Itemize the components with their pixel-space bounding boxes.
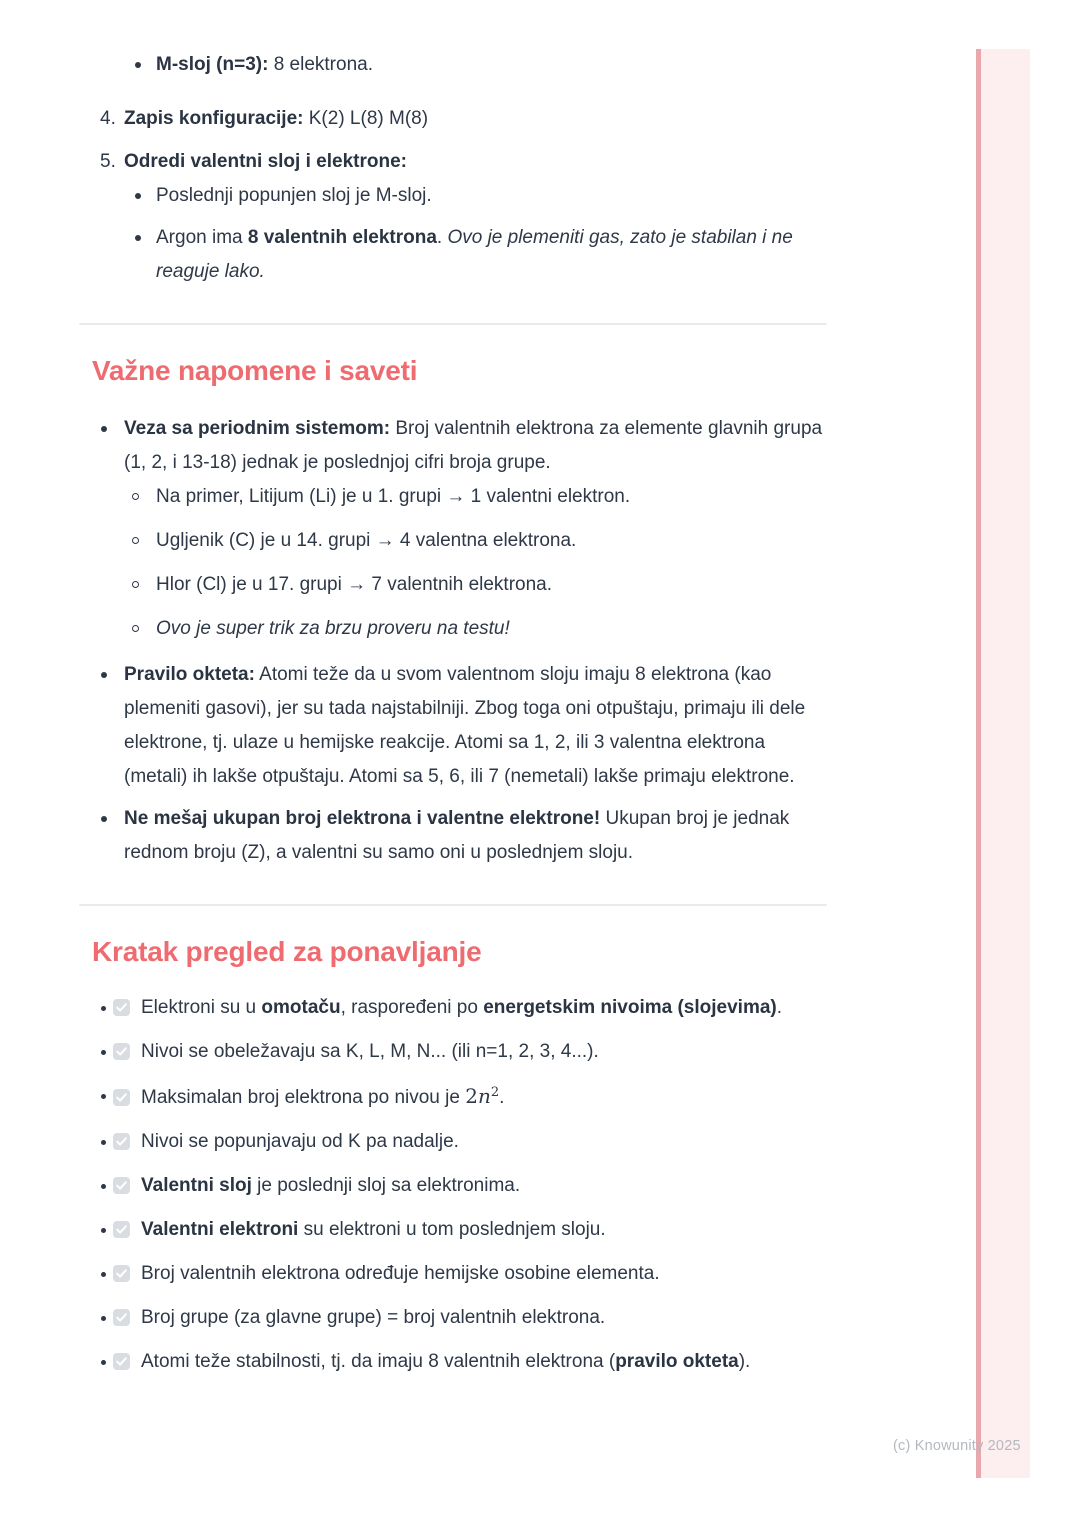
checklist-bold: Valentni elektroni [141,1219,299,1240]
note-warning [79,802,827,870]
circle-bullet-icon [132,537,139,544]
checklist-text: su elektroni u tom poslednjem sloju. [298,1219,606,1240]
review-checklist [79,991,827,1379]
example-text: Na primer, Litijum (Li) je u 1. grupi → 1 valentni elektron. [156,486,631,507]
checklist-item [79,1125,827,1159]
bullet-icon [135,62,141,68]
bullet-icon [135,193,141,199]
knowunity-watermark: (c) Knowunity 2025 [893,1438,1021,1454]
shell-list [79,48,827,82]
checklist-text: Broj grupe (za glavne grupe) = broj valentnih elektrona. [141,1307,606,1328]
math-coefficient: 2 [465,1084,478,1108]
step-4-text: K(2) L(8) M(8) [303,108,429,129]
note-label: Pravilo okteta: [124,664,255,685]
bullet-icon [101,1184,106,1189]
checklist-text: je poslednji sloj sa elektronima. [251,1175,521,1196]
checklist-item [79,1301,827,1335]
sub-item-text: . [436,227,448,248]
checklist-item [79,1079,827,1115]
checkbox-checked-icon [113,1221,130,1238]
sub-item-italic: Ovo je plemeniti gas, zato je stabilan i ne reaguje lako. [156,227,793,282]
example-item [124,480,827,514]
note-content [79,48,827,1389]
note-periodic-link [79,412,827,646]
example-item [124,568,827,602]
bullet-icon [101,426,107,432]
m-sloj-text: 8 elektrona. [268,54,373,75]
sub-item-bold: 8 valentnih elektrona [247,227,437,248]
checklist-bold: energetskim nivoima (slojevima) [483,997,777,1018]
checklist-item [79,991,827,1025]
math-variable: n [477,1084,491,1108]
bullet-icon [135,235,141,241]
checklist-item [79,1035,827,1069]
sub-item [124,179,827,213]
section-divider [79,904,827,906]
checklist-text: Maksimalan broj elektrona po nivou je [141,1087,466,1108]
examples-list [124,480,827,646]
checklist-text: . [499,1087,505,1108]
checklist-text: Broj valentnih elektrona određuje hemijske osobine elementa. [141,1263,660,1284]
checklist-bold: Valentni sloj [141,1175,252,1196]
checklist-item [79,1169,827,1203]
checkbox-checked-icon [113,1353,130,1370]
tip-text: Ovo je super trik za brzu proveru na testu! [156,618,510,639]
checklist-bold: omotaču [261,997,341,1018]
note-text: Ukupan broj je jednak rednom broju (Z), a valentni su samo oni u poslednjem sloju. [124,808,790,863]
step-4 [79,102,827,136]
example-item-tip [124,612,827,646]
checklist-bold: pravilo okteta [615,1351,739,1372]
m-sloj-label: M-sloj (n=3): [156,54,269,75]
bullet-icon [101,1316,106,1321]
bullet-icon [101,1360,106,1365]
bullet-icon [101,1272,106,1277]
checklist-text: Nivoi se popunjavaju od K pa nadalje. [141,1131,459,1152]
note-text: Atomi teže da u svom valentnom sloju imaju 8 elektrona (kao plemeniti gasovi), jer su tada najstabilniji. Zbog toga oni otpuštaju, primaju ili dele elektrone, tj. ulaze u hemijske reakcije. Atomi sa 1, 2, ili 3 valentna elektrona (metali) ih lakše otpuštaju. Atomi sa 5, 6, ili 7 (nemetali) lakše primaju elektrone. [124,664,806,787]
example-item [124,524,827,558]
example-text: Ugljenik (C) je u 14. grupi → 4 valentna elektrona. [156,530,577,551]
bullet-icon [101,1228,106,1233]
step-5-label: Odredi valentni sloj i elektrone: [124,151,407,172]
step-5-sublist [124,179,827,289]
step-number: 4. [100,108,116,129]
sub-item [124,221,827,289]
steps-list [79,102,827,289]
checklist-item [79,1345,827,1379]
circle-bullet-icon [132,625,139,632]
list-item-m-sloj [79,48,827,82]
checklist-text: , raspoređeni po [340,997,484,1018]
checklist-text: Elektroni su u [141,997,262,1018]
checklist-item [79,1213,827,1247]
highlight-stripe [976,49,1030,1478]
bullet-icon [101,1140,106,1145]
bullet-icon [101,1094,106,1099]
circle-bullet-icon [132,581,139,588]
bullet-icon [101,1006,106,1011]
checkbox-checked-icon [113,1309,130,1326]
note-octet-rule [79,658,827,794]
checkbox-checked-icon [113,1089,130,1106]
sub-item-text: Poslednji popunjen sloj je M-sloj. [156,185,432,206]
checkbox-checked-icon [113,1133,130,1150]
checkbox-checked-icon [113,1043,130,1060]
bullet-icon [101,816,107,822]
note-text: Broj valentnih elektrona za elemente glavnih grupa (1, 2, i 13-18) jednak je poslednjoj cifri broja grupe. [124,418,823,473]
checkbox-checked-icon [113,999,130,1016]
notes-list [79,412,827,870]
checklist-text: ). [738,1351,751,1372]
review-heading: Kratak pregled za ponavljanje [92,936,482,967]
checklist-text: . [776,997,783,1018]
step-4-label: Zapis konfiguracije: [124,108,304,129]
bullet-icon [101,672,107,678]
note-label: Ne mešaj ukupan broj elektrona i valentne elektrone! [124,808,601,829]
bullet-icon [101,1050,106,1055]
checkbox-checked-icon [113,1265,130,1282]
math-exponent: 2 [490,1085,500,1100]
checklist-item [79,1257,827,1291]
checklist-text: Nivoi se obeležavaju sa K, L, M, N... (ili n=1, 2, 3, 4...). [141,1041,599,1062]
example-text: Hlor (Cl) je u 17. grupi → 7 valentnih elektrona. [156,574,553,595]
circle-bullet-icon [132,493,139,500]
checklist-text: Atomi teže stabilnosti, tj. da imaju 8 valentnih elektrona ( [141,1351,616,1372]
formula-2n-squared [465,1084,499,1108]
sub-item-text: Argon ima [156,227,248,248]
notes-heading: Važne napomene i saveti [92,355,418,386]
checkbox-checked-icon [113,1177,130,1194]
step-number: 5. [100,151,116,172]
step-5 [79,145,827,289]
section-divider [79,323,827,325]
note-label: Veza sa periodnim sistemom: [124,418,391,439]
